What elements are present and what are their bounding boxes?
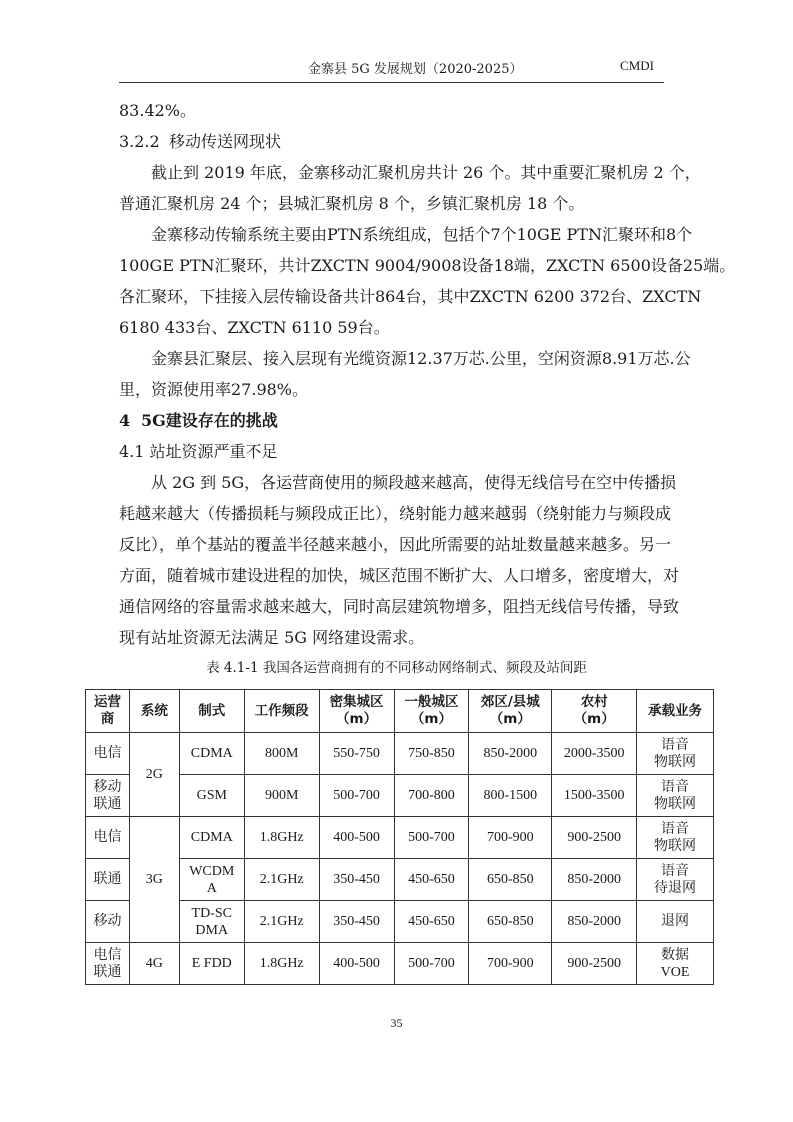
table-caption: 表 4.1-1 我国各运营商拥有的不同移动网络制式、频段及站间距 [206,660,587,676]
band-cell: 1.8GHz [244,943,319,985]
suburban-cell: 650-850 [469,859,552,901]
dense-cell: 400-500 [319,817,394,859]
section-number: 3.2.2 [119,132,160,151]
service-cell: 数据 VOE [637,943,714,985]
service-cell: 语音 待退网 [637,859,714,901]
table-row [86,817,714,859]
paragraph-line: 从 2G 到 5G，各运营商使用的频段越来越高，使得无线信号在空中传播损 [151,473,677,492]
operator-cell: 联通 [86,859,130,901]
operator-cell: 移动 联通 [86,775,130,817]
band-cell: 900M [244,775,319,817]
paragraph-line: 反比），单个基站的覆盖半径越来越小，因此所需要的站址数量越来越多。另一 [119,535,672,554]
header-title: 金寨县 5G 发展规划（2020-2025） [308,62,523,77]
header-org: CMDI [620,58,654,73]
dense-cell: 550-750 [319,733,394,775]
page-body [119,95,736,653]
paragraph-line: 金寨县汇聚层、接入层现有光缆资源12.37万芯.公里，空闲资源8.91万芯.公 [151,349,691,368]
suburban-cell: 850-2000 [469,733,552,775]
system-cell: 4G [129,943,179,985]
paragraph-line: 方面，随着城市建设进程的加快，城区范围不断扩大、人口增多，密度增大，对 [119,566,680,585]
paragraph-line: 通信网络的容量需求越来越大，同时高层建筑物增多，阻挡无线信号传播，导致 [119,597,680,616]
section-number: 4 [119,411,131,430]
urban-cell: 700-800 [394,775,469,817]
table-header-row [86,690,714,733]
table-row [86,775,714,817]
band-cell: 2.1GHz [244,859,319,901]
header-cell: 郊区/县城 （m） [469,690,552,733]
urban-cell: 750-850 [394,733,469,775]
paragraph-line: 6180 433台、ZXCTN 6110 59台。 [119,318,390,337]
rural-cell: 850-2000 [552,901,637,943]
suburban-cell: 650-850 [469,901,552,943]
page-header [119,52,664,83]
paragraph-line: 各汇聚环，下挂接入层传输设备共计864台，其中ZXCTN 6200 372台、ZXCTN [119,287,702,306]
table-row [86,733,714,775]
band-cell: 800M [244,733,319,775]
section-heading-3-2-2 [119,126,679,157]
service-cell: 语音 物联网 [637,775,714,817]
table-row [86,859,714,901]
paragraph-line: 金寨移动传输系统主要由PTN系统组成，包括个7个10GE PTN汇聚环和8个 [151,225,693,244]
table-row [86,901,714,943]
header-cell: 承载业务 [637,690,714,733]
urban-cell: 500-700 [394,817,469,859]
system-cell: 3G [129,817,179,943]
operator-cell: 电信 [86,733,130,775]
paragraph-line: 截止到 2019 年底，金寨移动汇聚机房共计 26 个。其中重要汇聚机房 2 个， [151,163,701,182]
paragraph-line: 现有站址资源无法满足 5G 网络建设需求。 [119,628,425,647]
paragraph-line: 100GE PTN汇聚环，共计ZXCTN 9004/9008设备18端，ZXCTN 6500设备25端。 [119,256,736,275]
dense-cell: 350-450 [319,859,394,901]
operator-cell: 电信 联通 [86,943,130,985]
header-cell: 一般城区 （m） [394,690,469,733]
paragraph-line: 耗越来越大（传播损耗与频段成正比），绕射能力越来越弱（绕射能力与频段成 [119,504,672,523]
header-cell: 密集城区 （m） [319,690,394,733]
dense-cell: 500-700 [319,775,394,817]
standard-cell: CDMA [179,817,244,859]
urban-cell: 500-700 [394,943,469,985]
band-cell: 1.8GHz [244,817,319,859]
network-table [85,689,714,985]
band-cell: 2.1GHz [244,901,319,943]
dense-cell: 350-450 [319,901,394,943]
rural-cell: 1500-3500 [552,775,637,817]
operator-cell: 移动 [86,901,130,943]
section-title: 移动传送网现状 [169,132,282,151]
dense-cell: 400-500 [319,943,394,985]
header-cell: 运营 商 [86,690,130,733]
system-cell: 2G [129,733,179,817]
paragraph-line: 普通汇聚机房 24 个；县城汇聚机房 8 个，乡镇汇聚机房 18 个。 [119,194,585,213]
header-cell: 制式 [179,690,244,733]
header-cell: 农村 （m） [552,690,637,733]
suburban-cell: 700-900 [469,943,552,985]
service-cell: 语音 物联网 [637,733,714,775]
rural-cell: 850-2000 [552,859,637,901]
section-title: 5G建设存在的挑战 [141,411,278,430]
rural-cell: 900-2500 [552,943,637,985]
urban-cell: 450-650 [394,859,469,901]
page-number: 35 [390,1016,403,1030]
rural-cell: 2000-3500 [552,733,637,775]
header-cell: 系统 [129,690,179,733]
section-heading-4-1: 4.1 站址资源严重不足 [119,442,278,461]
paragraph-line: 里，资源使用率27.98%。 [119,380,309,399]
standard-cell: TD-SC DMA [179,901,244,943]
section-heading-4 [119,405,679,436]
text-line: 83.42%。 [119,101,197,120]
standard-cell: GSM [179,775,244,817]
suburban-cell: 800-1500 [469,775,552,817]
header-cell: 工作频段 [244,690,319,733]
rural-cell: 900-2500 [552,817,637,859]
operator-cell: 电信 [86,817,130,859]
standard-cell: E FDD [179,943,244,985]
service-cell: 语音 物联网 [637,817,714,859]
table-row [86,943,714,985]
standard-cell: WCDM A [179,859,244,901]
service-cell: 退网 [637,901,714,943]
suburban-cell: 700-900 [469,817,552,859]
standard-cell: CDMA [179,733,244,775]
urban-cell: 450-650 [394,901,469,943]
